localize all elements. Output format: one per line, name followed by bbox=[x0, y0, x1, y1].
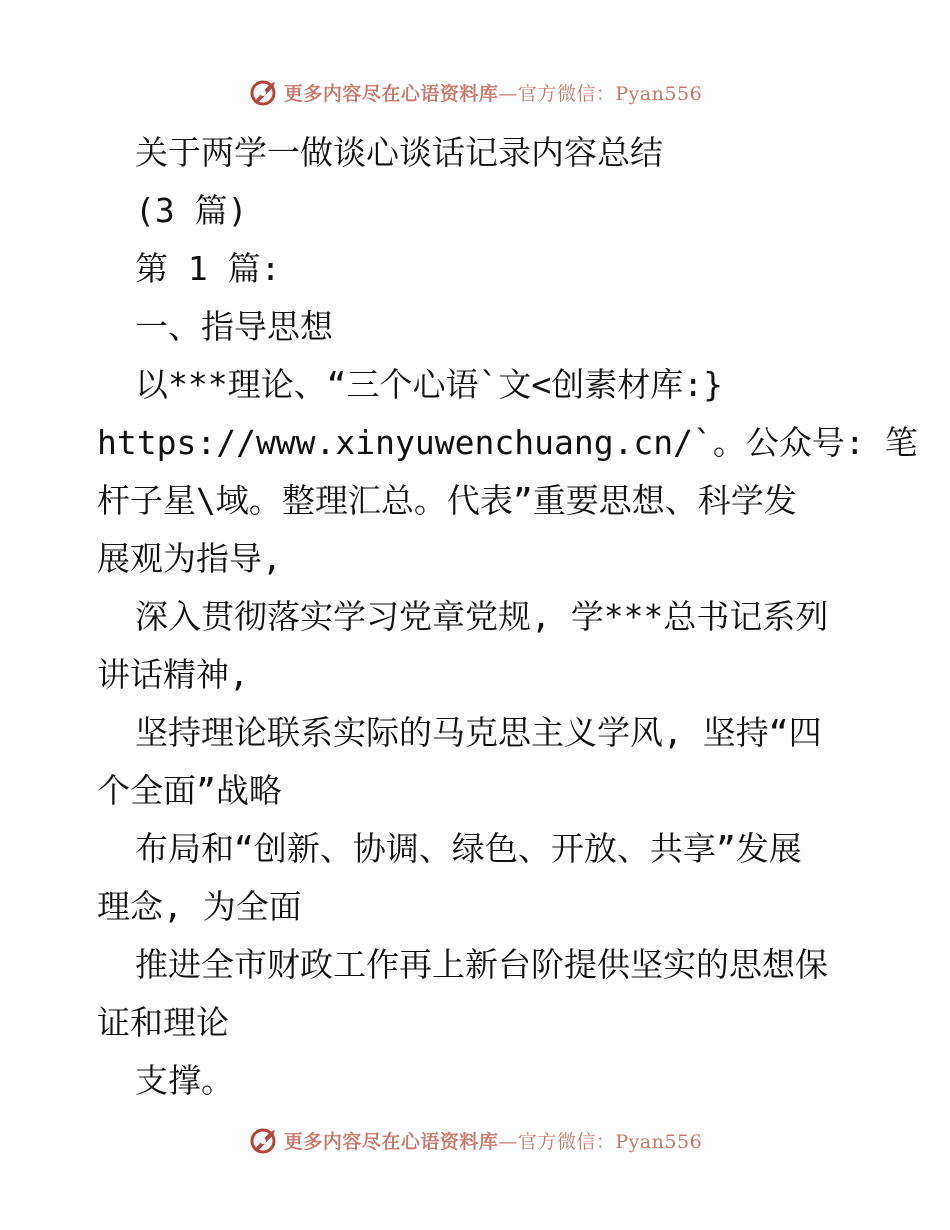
banner-site-text: 更多内容尽在心语资料库 bbox=[283, 82, 499, 105]
paragraph-line: 讲话精神, bbox=[97, 655, 249, 694]
paragraph-line: 杆子星\域。整理汇总。代表”重要思想、科学发 bbox=[97, 481, 797, 520]
banner-text bbox=[284, 1127, 702, 1154]
pen-logo-icon bbox=[248, 76, 280, 108]
paragraph-line: 布局和“创新、协调、绿色、开放、共享”发展 bbox=[135, 829, 802, 868]
banner-site-text: 更多内容尽在心语资料库 bbox=[283, 1130, 499, 1153]
paragraph-line: 推进全市财政工作再上新台阶提供坚实的思想保 bbox=[135, 945, 828, 984]
banner-contact-text: —官方微信：Pyan556 bbox=[498, 82, 703, 105]
paragraph-line: https://www.xinyuwenchuang.cn/`。公众号: 笔 bbox=[97, 423, 918, 462]
paragraph-line: 个全面”战略 bbox=[97, 771, 282, 810]
subsection-heading: 一、指导思想 bbox=[135, 307, 333, 346]
banner-contact-text: —官方微信：Pyan556 bbox=[498, 1130, 703, 1153]
paragraph-line: 以***理论、“三个心语`文<创素材库:} bbox=[135, 365, 723, 404]
header-banner bbox=[0, 72, 950, 112]
paragraph-line: 坚持理论联系实际的马克思主义学风, 坚持“四 bbox=[135, 713, 822, 752]
paragraph-line: 理念, 为全面 bbox=[97, 887, 302, 926]
pen-logo-icon bbox=[248, 1124, 280, 1156]
paragraph-line: 深入贯彻落实学习党章党规, 学***总书记系列 bbox=[135, 597, 829, 636]
paragraph-line: 证和理论 bbox=[97, 1003, 229, 1042]
footer-banner bbox=[0, 1120, 950, 1160]
paragraph-line: 展观为指导, bbox=[97, 539, 282, 578]
section-heading: 第 1 篇: bbox=[135, 249, 281, 288]
banner-text bbox=[284, 79, 702, 106]
document-body bbox=[97, 124, 918, 1110]
document-subtitle: (3 篇) bbox=[135, 191, 248, 230]
document-title: 关于两学一做谈心谈话记录内容总结 bbox=[135, 133, 663, 172]
paragraph-line: 支撑。 bbox=[135, 1061, 234, 1100]
